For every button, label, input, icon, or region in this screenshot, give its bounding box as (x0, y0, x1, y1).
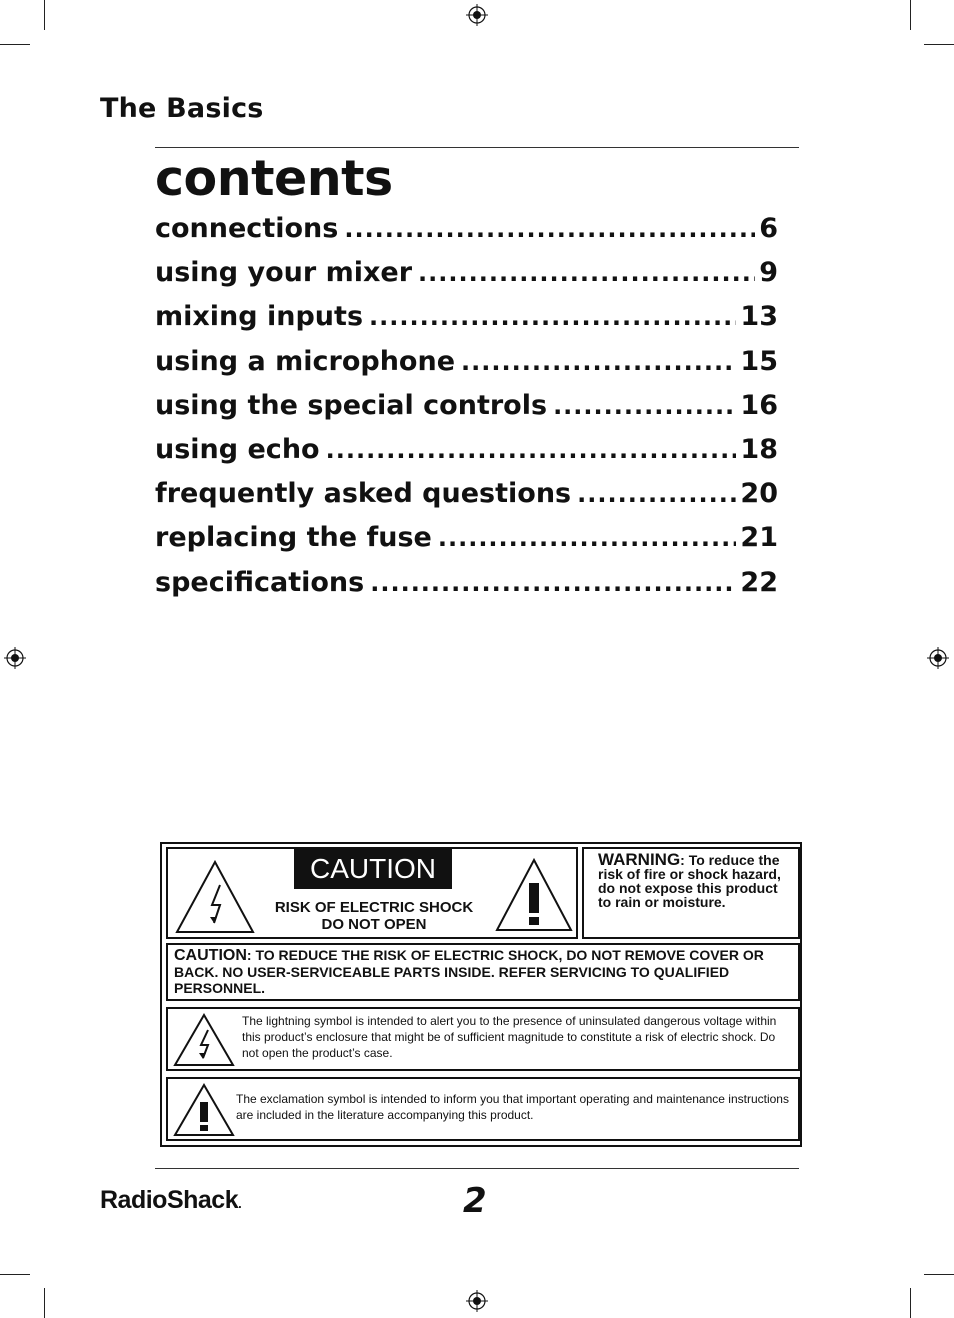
caution-banner: CAUTION (294, 849, 452, 889)
toc-item[interactable] (155, 522, 778, 566)
toc-leader (438, 524, 737, 552)
caution-label-box (160, 842, 802, 1147)
toc-item-page: 9 (759, 257, 778, 289)
toc-item-page: 6 (759, 213, 778, 244)
warning-text (598, 850, 794, 910)
section-title: The Basics (100, 93, 264, 124)
table-of-contents (155, 213, 778, 611)
footer-divider (155, 1168, 799, 1169)
crop-mark (924, 44, 954, 45)
toc-item-label: using a microphone (155, 345, 456, 377)
toc-item[interactable] (155, 213, 778, 257)
brand-mark: . (238, 1196, 242, 1211)
registration-mark-icon (466, 1290, 488, 1312)
toc-item[interactable] (155, 390, 778, 434)
toc-item-label: using your mixer (155, 257, 413, 289)
lightning-triangle-icon (172, 1012, 236, 1068)
toc-leader (369, 303, 736, 331)
caution-text-panel (166, 943, 800, 1001)
toc-item-page: 18 (740, 433, 778, 465)
toc-item-label: frequently asked questions (155, 478, 572, 510)
toc-item-page: 16 (740, 389, 778, 421)
toc-leader (370, 569, 736, 597)
lightning-symbol-panel (166, 1007, 800, 1071)
toc-leader (461, 348, 736, 376)
toc-item[interactable] (155, 257, 778, 301)
toc-item-label: using the special controls (155, 389, 548, 421)
risk-line-2: DO NOT OPEN (321, 916, 427, 933)
toc-leader (344, 215, 755, 243)
caution-text (174, 947, 796, 996)
toc-item-page: 13 (740, 301, 778, 333)
toc-item-page: 21 (740, 522, 778, 554)
toc-leader (418, 259, 755, 287)
brand-name: RadioShack (100, 1186, 239, 1214)
lightning-triangle-icon (174, 859, 256, 935)
crop-mark (44, 1288, 45, 1318)
crop-mark (910, 1288, 911, 1318)
registration-mark-icon (927, 647, 949, 669)
toc-item-label: specifications (155, 566, 365, 598)
toc-leader (577, 480, 736, 508)
lightning-description: The lightning symbol is intended to alert you to the presence of uninsulated dangerous voltage within this product’s enclosure that might be of sufficient magnitude to constitute a risk of electric shock. Do not open the product’s case. (242, 1014, 777, 1060)
caution-heading: CAUTION (174, 947, 247, 964)
exclamation-triangle-icon (494, 857, 574, 933)
brand-logo (100, 1186, 241, 1215)
toc-item-label: connections (155, 213, 339, 244)
toc-item[interactable] (155, 567, 778, 611)
toc-item[interactable] (155, 434, 778, 478)
toc-item-label: mixing inputs (155, 301, 364, 333)
crop-mark (910, 0, 911, 30)
exclamation-symbol-panel (166, 1077, 800, 1141)
warning-panel (582, 847, 800, 939)
registration-mark-icon (4, 647, 26, 669)
page-number: 2 (463, 1181, 487, 1221)
toc-item-label: replacing the fuse (155, 522, 432, 554)
crop-mark (924, 1274, 954, 1275)
toc-leader (553, 392, 736, 420)
contents-title: contents (155, 150, 393, 207)
toc-item-page: 20 (740, 478, 778, 510)
exclamation-triangle-icon (172, 1082, 236, 1138)
warning-body: : To reduce the risk of fire or shock hazard, do not expose this product to rain or moisture. (598, 852, 781, 910)
header-divider (155, 147, 799, 148)
toc-item-page: 15 (740, 345, 778, 377)
crop-mark (0, 1274, 30, 1275)
exclamation-description: The exclamation symbol is intended to inform you that important operating and maintenance instructions are included in the literature accompanying this product. (236, 1092, 789, 1122)
toc-item-label: using echo (155, 433, 320, 465)
toc-leader (326, 436, 737, 464)
toc-item-page: 22 (740, 566, 778, 598)
crop-mark (44, 0, 45, 30)
caution-panel (166, 847, 578, 939)
toc-item[interactable] (155, 346, 778, 390)
toc-item[interactable] (155, 478, 778, 522)
crop-mark (0, 44, 30, 45)
risk-line-1: RISK OF ELECTRIC SHOCK (274, 899, 474, 916)
registration-mark-icon (466, 4, 488, 26)
caution-body: : TO REDUCE THE RISK OF ELECTRIC SHOCK, DO NOT REMOVE COVER OR BACK. NO USER-SERVICEABLE PARTS INSIDE. REFER SERVICING TO QUALIFIED PERSONNEL. (174, 947, 764, 996)
toc-item[interactable] (155, 301, 778, 345)
warning-heading: WARNING (598, 850, 681, 869)
